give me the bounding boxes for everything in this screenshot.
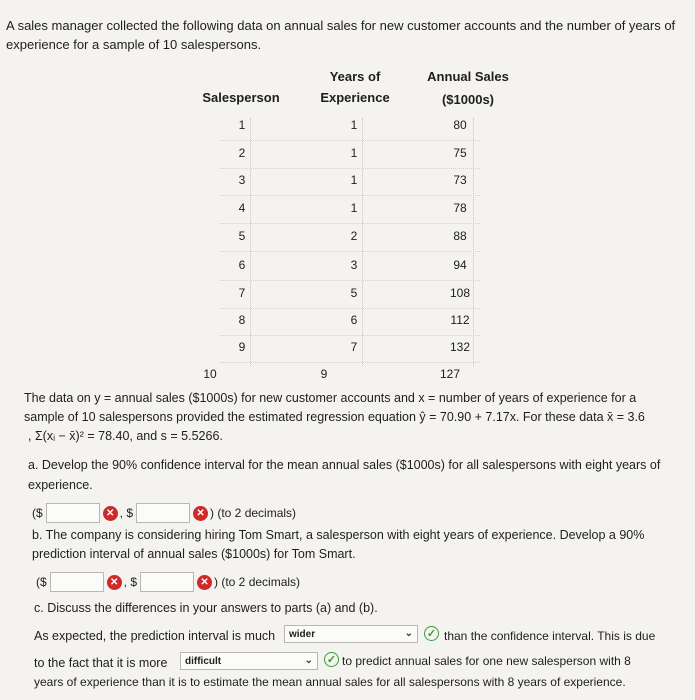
problem-intro: A sales manager collected the following data on annual sales for new customer accounts and the number of years of experience for a sample of 10 salespersons. xyxy=(6,18,676,52)
table-cell-years: 3 xyxy=(350,258,358,272)
part-a-open-paren: ($ xyxy=(32,506,43,520)
part-a-question-1: a. Develop the 90% confidence interval for the mean annual sales ($1000s) for all salespersons with eight years of xyxy=(28,458,661,472)
part-b-note: ) (to 2 decimals) xyxy=(214,575,301,589)
part-c-select-2[interactable] xyxy=(180,652,318,670)
part-b-open-paren: ($ xyxy=(36,575,47,589)
part-a-lower-input[interactable] xyxy=(46,503,100,523)
table-cell-years: 9 xyxy=(320,367,328,381)
error-icon: ✕ xyxy=(103,506,118,521)
table-cell-sales: 80 xyxy=(453,118,467,132)
table-cell-sales: 132 xyxy=(449,340,471,354)
given-line-1: The data on y = annual sales ($1000s) for new customer accounts and x = number of years of experience for a xyxy=(24,391,637,405)
part-b-question-2: prediction interval of annual sales ($1000s) for Tom Smart. xyxy=(32,547,356,561)
table-cell-sales: 78 xyxy=(453,201,467,215)
table-cell-sales: 127 xyxy=(439,367,461,381)
table-cell-years: 1 xyxy=(350,118,358,132)
given-line-2: sample of 10 salespersons provided the estimated regression equation ŷ = 70.90 + 7.17x. For these data x̄ = 3.6 xyxy=(24,410,645,424)
part-c-question: c. Discuss the differences in your answers to parts (a) and (b). xyxy=(34,601,378,615)
header-years-2: Experience xyxy=(320,90,390,105)
part-a-upper-input[interactable] xyxy=(136,503,190,523)
error-icon: ✕ xyxy=(197,575,212,590)
error-icon: ✕ xyxy=(193,506,208,521)
part-b-comma-dollar: , $ xyxy=(123,575,138,589)
part-b-lower-input[interactable] xyxy=(50,572,104,592)
part-b-upper-input[interactable] xyxy=(140,572,194,592)
part-c-sentence2-start: to the fact that it is more xyxy=(34,656,168,670)
part-a-answer-row xyxy=(32,502,296,524)
header-salesperson: Salesperson xyxy=(202,90,280,105)
table-cell-sales: 73 xyxy=(453,173,467,187)
part-b-answer-row xyxy=(36,571,300,593)
table-cell-salesperson: 3 xyxy=(238,173,246,187)
check-icon: ✓ xyxy=(424,626,439,641)
table-cell-salesperson: 2 xyxy=(238,146,246,160)
header-sales-1: Annual Sales xyxy=(427,69,509,84)
given-line-3: , Σ(xᵢ − x̄)² = 78.40, and s = 5.5266. xyxy=(28,429,223,443)
part-c-select-1[interactable] xyxy=(284,625,418,643)
table-cell-sales: 108 xyxy=(449,286,471,300)
table-cell-salesperson: 6 xyxy=(238,258,246,272)
part-c-sentence1-start: As expected, the prediction interval is much xyxy=(34,629,276,643)
table-cell-years: 6 xyxy=(350,313,358,327)
table-cell-salesperson: 9 xyxy=(238,340,246,354)
chevron-down-icon: ⌄ xyxy=(404,628,413,639)
table-cell-salesperson: 4 xyxy=(238,201,246,215)
table-cell-sales: 88 xyxy=(453,229,467,243)
table-cell-salesperson: 8 xyxy=(238,313,246,327)
part-c-sentence3: years of experience than it is to estimate the mean annual sales for all salespersons with 8 years of experience. xyxy=(34,675,626,689)
select-2-value: difficult xyxy=(185,655,222,667)
table-cell-salesperson: 5 xyxy=(238,229,246,243)
chevron-down-icon: ⌄ xyxy=(304,655,313,666)
select-1-value: wider xyxy=(289,628,316,640)
table-cell-sales: 75 xyxy=(453,146,467,160)
part-c-sentence1-end: than the confidence interval. This is due xyxy=(444,629,656,643)
table-cell-years: 7 xyxy=(350,340,358,354)
header-years-1: Years of xyxy=(329,69,381,84)
table-cell-salesperson: 7 xyxy=(238,286,246,300)
table-cell-salesperson: 10 xyxy=(203,367,217,381)
table-cell-years: 5 xyxy=(350,286,358,300)
table-cell-salesperson: 1 xyxy=(238,118,246,132)
check-icon: ✓ xyxy=(324,652,339,667)
part-c-sentence2-end: to predict annual sales for one new salesperson with 8 xyxy=(342,654,631,668)
header-sales-2: ($1000s) xyxy=(441,92,495,107)
part-a-note: ) (to 2 decimals) xyxy=(210,506,297,520)
table-cell-years: 2 xyxy=(350,229,358,243)
table-cell-years: 1 xyxy=(350,201,358,215)
part-a-question-2: experience. xyxy=(28,478,93,492)
part-b-question-1: b. The company is considering hiring Tom Smart, a salesperson with eight years of experience. Develop a 90% xyxy=(32,528,645,542)
part-a-comma-dollar: , $ xyxy=(119,506,134,520)
table-cell-sales: 112 xyxy=(450,313,470,327)
table-cell-sales: 94 xyxy=(453,258,467,272)
error-icon: ✕ xyxy=(107,575,122,590)
table-cell-years: 1 xyxy=(350,173,358,187)
table-cell-years: 1 xyxy=(350,146,358,160)
